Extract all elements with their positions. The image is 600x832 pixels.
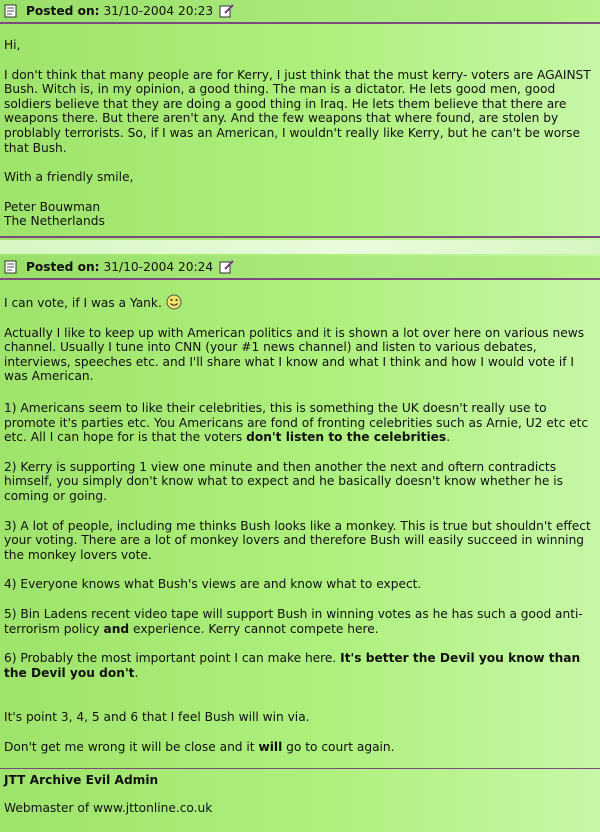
point-1: [4, 401, 596, 445]
post-1-body: [0, 24, 600, 229]
point-6-end: .: [134, 665, 139, 680]
posted-on-label: Posted on:: [26, 4, 100, 18]
greeting: Hi,: [4, 38, 21, 52]
intro-text: I can vote, if I was a Yank.: [4, 296, 162, 310]
closing-text: Don't get me wrong it will be close and it: [4, 739, 259, 754]
post-separator: [0, 240, 600, 254]
point-2: 2) Kerry is supporting 1 view one minute and then another the next and oftern contradicts himself, you simply don't know what to expect and he basically doesn't know whether he is coming or going.: [4, 459, 563, 503]
webmaster-line: Webmaster of www.jttonline.co.uk: [4, 801, 213, 815]
point-3: 3) A lot of people, including me thinks Bush looks like a monkey. This is true but shouldn't effect your voting. There are a lot of monkey lovers and therefore Bush will easily succeed in winning the monkey lovers vote.: [4, 518, 591, 562]
signature: [0, 773, 600, 815]
divider: [0, 236, 600, 238]
closing-line: [4, 740, 596, 755]
point-5-text: 5) Bin Ladens recent video tape will support Bush in winning votes as he has such a good anti-terrorism policy: [4, 606, 583, 636]
post-date: 31/10-2004 20:24: [103, 260, 214, 274]
post-2-header: [0, 256, 600, 278]
point-6-text: 6) Probably the most important point I can make here.: [4, 651, 341, 666]
point-5: [4, 607, 596, 636]
point-6: [4, 651, 596, 680]
point-4: 4) Everyone knows what Bush's views are and know what to expect.: [4, 577, 422, 592]
edit-icon[interactable]: [219, 4, 235, 18]
author-name: Peter Bouwman: [4, 199, 101, 214]
point-1-bold: don't listen to the celebrities: [246, 430, 447, 445]
edit-icon[interactable]: [219, 260, 235, 274]
signature-divider: [0, 768, 600, 769]
post-date: 31/10-2004 20:23: [103, 4, 214, 18]
intro-line: [4, 294, 596, 311]
admin-title: JTT Archive Evil Admin: [4, 773, 159, 787]
posted-on-label: Posted on:: [26, 260, 100, 274]
closing-end: go to court again.: [282, 739, 395, 754]
point-1-end: .: [446, 430, 451, 445]
document-icon: [4, 260, 20, 274]
point-5-end: experience. Kerry cannot compete here.: [129, 621, 379, 636]
point-1-text: 1) Americans seem to like their celebrities, this is something the UK doesn't really use to promote it's parties etc. You Americans are fond of fronting celebrities such as Arnie, U2 etc etc etc. All I can hope for is that the voters: [4, 400, 589, 445]
document-icon: [4, 4, 20, 18]
closing: With a friendly smile,: [4, 170, 134, 185]
post-1-header: [0, 0, 600, 22]
post-2-body: [0, 280, 600, 754]
closing-bold: will: [258, 739, 283, 754]
paragraph: I don't think that many people are for Kerry, I just think that the must kerry- voters are AGAINST Bush. Witch is, in my opinion, a good thing. The man is a dictator. He lets good men, good soldiers believe that they are doing a good thing in Iraq. He lets them believe that there are weapons there. But there aren't any. And the few weapons that where found, are stolen by problably terrorists. So, if I was an American, I wouldn't really like Kerry, but he can't be worse that Bush.: [4, 67, 591, 155]
summary: It's point 3, 4, 5 and 6 that I feel Bush will win via.: [4, 710, 310, 725]
smiley-icon: [166, 294, 182, 310]
author-country: The Netherlands: [4, 214, 105, 229]
point-6-bold: It's better the Devil you know than the Devil you don't: [4, 651, 581, 680]
post-2: [0, 256, 600, 754]
point-5-bold: and: [103, 621, 130, 636]
post-1: [0, 0, 600, 229]
paragraph: Actually I like to keep up with American politics and it is shown a lot over here on various news channel. Usually I tune into CNN (your #1 news channel) and listen to various debates, interviews, speeches etc. and I'll share what I know and what I think and how I would vote if I was American.: [4, 325, 585, 384]
